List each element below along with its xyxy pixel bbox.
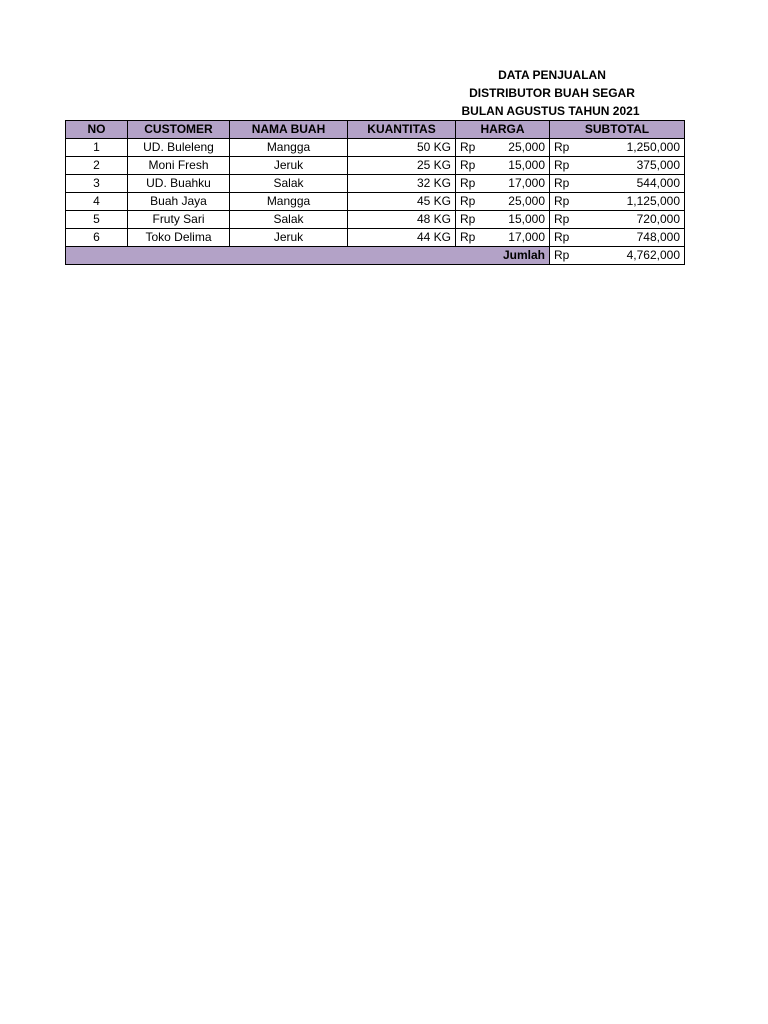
cell-kuantitas: 45 KG [348, 193, 456, 211]
cell-harga-currency: Rp [456, 193, 490, 211]
cell-no: 2 [66, 157, 128, 175]
cell-no: 3 [66, 175, 128, 193]
table-row [66, 139, 685, 157]
cell-kuantitas: 32 KG [348, 175, 456, 193]
total-value: 4,762,000 [584, 247, 685, 265]
cell-customer: Buah Jaya [128, 193, 230, 211]
cell-customer: UD. Buleleng [128, 139, 230, 157]
cell-kuantitas: 48 KG [348, 211, 456, 229]
cell-customer: Toko Delima [128, 229, 230, 247]
cell-subtotal-currency: Rp [550, 229, 584, 247]
header-harga: HARGA [456, 121, 550, 139]
cell-customer: Moni Fresh [128, 157, 230, 175]
cell-nama-buah: Salak [230, 211, 348, 229]
cell-no: 4 [66, 193, 128, 211]
cell-subtotal-currency: Rp [550, 139, 584, 157]
total-currency: Rp [550, 247, 584, 265]
total-row [66, 247, 685, 265]
cell-kuantitas: 50 KG [348, 139, 456, 157]
cell-no: 6 [66, 229, 128, 247]
header-kuantitas: KUANTITAS [348, 121, 456, 139]
cell-subtotal: 375,000 [584, 157, 685, 175]
cell-subtotal: 544,000 [584, 175, 685, 193]
cell-harga-currency: Rp [456, 157, 490, 175]
cell-harga: 17,000 [490, 229, 550, 247]
cell-harga: 25,000 [490, 139, 550, 157]
cell-kuantitas: 44 KG [348, 229, 456, 247]
table-header-row [66, 121, 685, 139]
cell-subtotal: 748,000 [584, 229, 685, 247]
cell-customer: Fruty Sari [128, 211, 230, 229]
report-title [440, 66, 664, 120]
cell-subtotal: 720,000 [584, 211, 685, 229]
cell-nama-buah: Jeruk [230, 229, 348, 247]
header-nama-buah: NAMA BUAH [230, 121, 348, 139]
table-row [66, 193, 685, 211]
cell-harga: 15,000 [490, 157, 550, 175]
header-no: NO [66, 121, 128, 139]
cell-subtotal-currency: Rp [550, 175, 584, 193]
cell-harga: 17,000 [490, 175, 550, 193]
cell-subtotal: 1,125,000 [584, 193, 685, 211]
cell-nama-buah: Jeruk [230, 157, 348, 175]
cell-harga-currency: Rp [456, 139, 490, 157]
sales-table [65, 120, 685, 265]
cell-nama-buah: Mangga [230, 193, 348, 211]
cell-harga-currency: Rp [456, 175, 490, 193]
header-subtotal: SUBTOTAL [550, 121, 685, 139]
cell-no: 1 [66, 139, 128, 157]
cell-harga: 25,000 [490, 193, 550, 211]
table-row [66, 211, 685, 229]
cell-subtotal: 1,250,000 [584, 139, 685, 157]
table-row [66, 229, 685, 247]
cell-harga-currency: Rp [456, 211, 490, 229]
table-row [66, 157, 685, 175]
cell-harga-currency: Rp [456, 229, 490, 247]
cell-subtotal-currency: Rp [550, 157, 584, 175]
title-line-1: DATA PENJUALAN [498, 68, 606, 82]
title-line-2: DISTRIBUTOR BUAH SEGAR [469, 86, 635, 100]
cell-subtotal-currency: Rp [550, 193, 584, 211]
total-filler [66, 247, 490, 265]
title-line-3: BULAN AGUSTUS TAHUN 2021 [461, 104, 640, 118]
cell-nama-buah: Salak [230, 175, 348, 193]
cell-harga: 15,000 [490, 211, 550, 229]
cell-no: 5 [66, 211, 128, 229]
table-row [66, 175, 685, 193]
cell-nama-buah: Mangga [230, 139, 348, 157]
total-label: Jumlah [490, 247, 550, 265]
cell-subtotal-currency: Rp [550, 211, 584, 229]
header-customer: CUSTOMER [128, 121, 230, 139]
cell-kuantitas: 25 KG [348, 157, 456, 175]
cell-customer: UD. Buahku [128, 175, 230, 193]
